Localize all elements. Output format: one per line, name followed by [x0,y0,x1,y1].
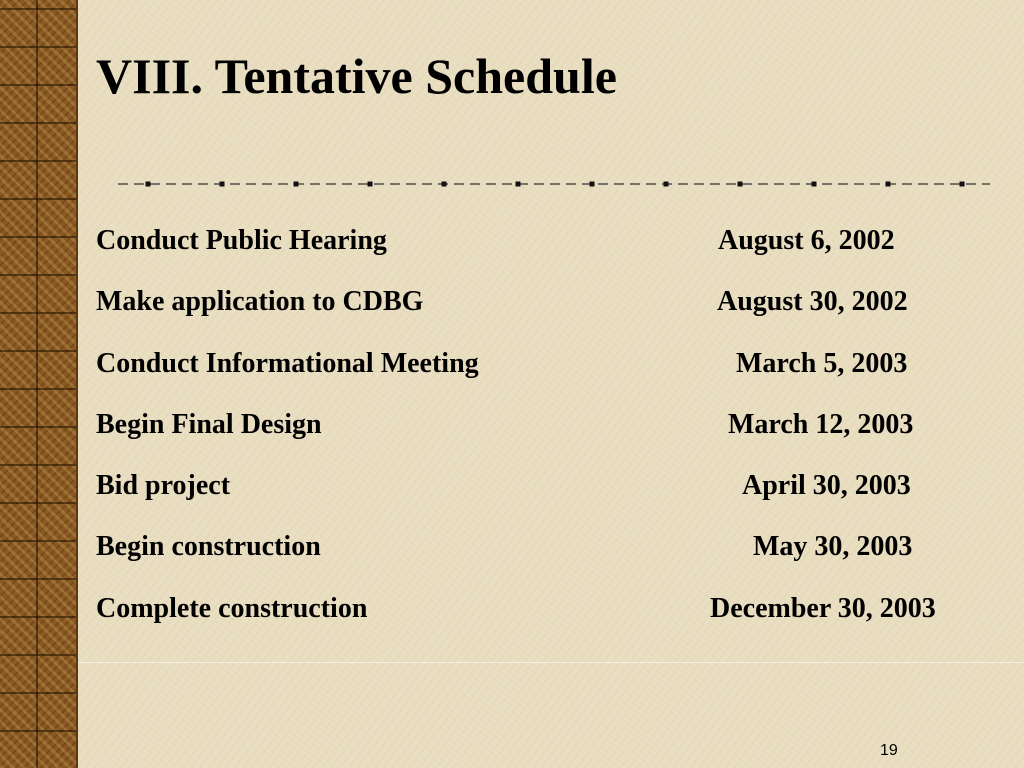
divider-dot [220,182,225,187]
schedule-row [96,280,996,341]
schedule-date: December 30, 2003 [710,592,936,624]
schedule-task: Bid project [96,470,231,502]
schedule-task: Begin Final Design [96,408,322,440]
divider-dot [590,182,595,187]
divider-dot [294,182,299,187]
schedule-task: Begin construction [96,531,321,563]
schedule-row [96,525,996,586]
schedule-date: August 6, 2002 [718,225,895,256]
schedule-row [96,342,996,403]
divider-dot [368,182,373,187]
schedule-task: Complete construction [96,592,368,624]
schedule-task: Conduct Informational Meeting [96,347,479,379]
schedule-row [96,403,996,464]
schedule-date: April 30, 2003 [742,470,911,502]
schedule-row [96,464,996,525]
divider-dot [960,182,965,187]
divider-dot [738,182,743,187]
schedule-row [96,587,996,648]
schedule-date: March 5, 2003 [736,347,908,379]
schedule-list [96,219,996,648]
schedule-task: Make application to CDBG [96,286,424,318]
divider-dot [516,182,521,187]
footer-rule [78,662,1024,663]
slide-title: VIII. Tentative Schedule [96,48,617,104]
page-number: 19 [880,742,898,759]
side-strip-edge [76,0,78,768]
divider-dot [812,182,817,187]
decorative-side-strip [0,0,76,768]
schedule-task: Conduct Public Hearing [96,225,387,256]
divider-dot [664,182,669,187]
schedule-date: May 30, 2003 [753,531,913,563]
divider-dot [442,182,447,187]
divider-dot [146,182,151,187]
schedule-date: August 30, 2002 [717,286,908,318]
schedule-row [96,219,996,280]
divider-dot [886,182,891,187]
decorative-divider [118,176,990,192]
schedule-date: March 12, 2003 [728,408,914,440]
